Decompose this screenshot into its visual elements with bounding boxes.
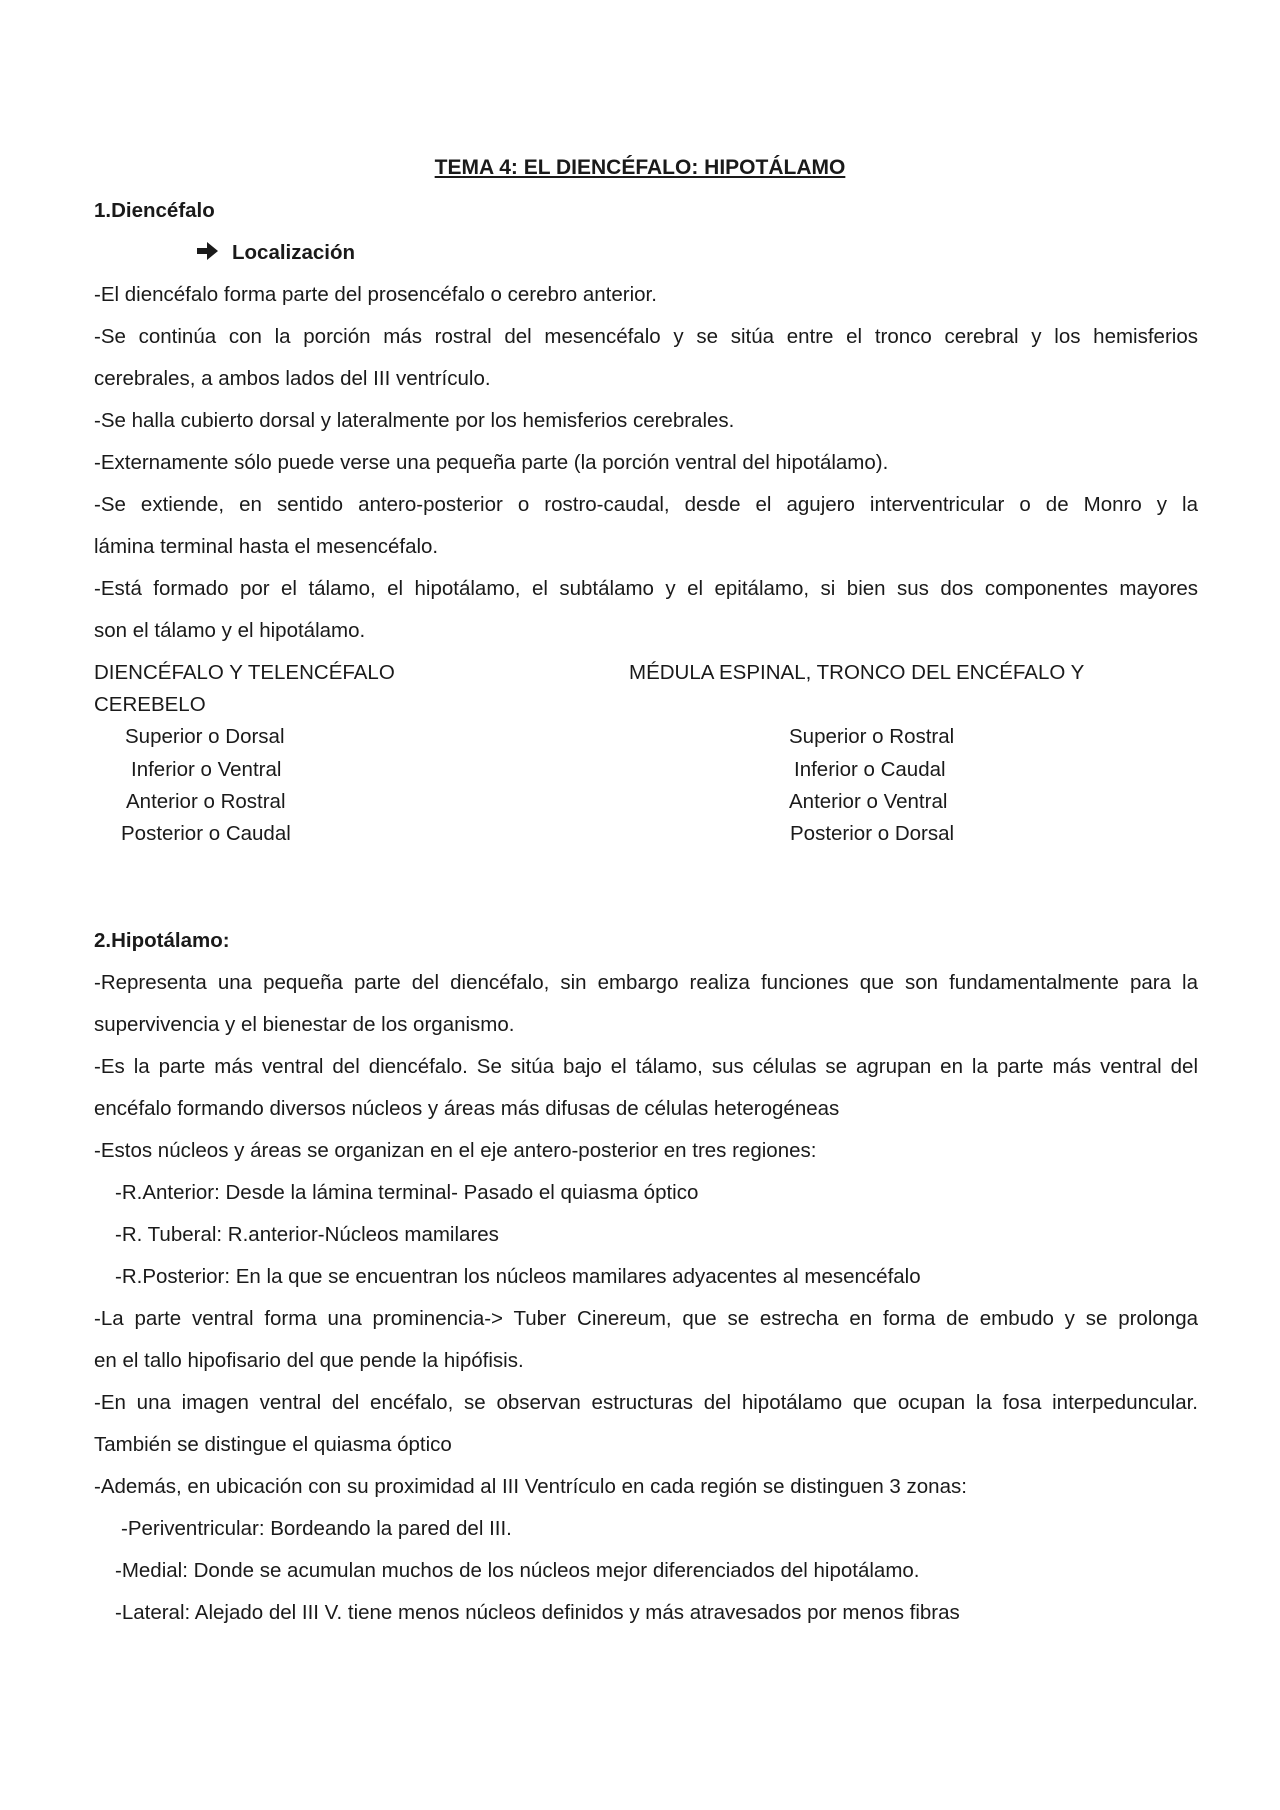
localizacion-heading: Localización: [232, 241, 356, 264]
paragraph-line: en el tallo hipofisario del que pende la hipófisis.: [94, 1349, 524, 1372]
paragraph-line: -La parte ventral forma una prominencia-> Tuber Cinereum, que se estrecha en forma de embudo y se prolonga: [94, 1307, 1198, 1330]
table-left-header-continued: CEREBELO: [94, 693, 206, 716]
paragraph-line: -Se halla cubierto dorsal y lateralmente por los hemisferios cerebrales.: [94, 409, 735, 432]
table-right-cell: Anterior o Ventral: [789, 790, 948, 813]
table-left-cell: Anterior o Rostral: [126, 790, 286, 813]
paragraph-line: son el tálamo y el hipotálamo.: [94, 619, 366, 642]
paragraph-line: -Está formado por el tálamo, el hipotálamo, el subtálamo y el epitálamo, si bien sus dos componentes mayores: [94, 577, 1198, 600]
arrow-right-icon: [195, 240, 219, 262]
zone-item: -Periventricular: Bordeando la pared del III.: [121, 1517, 512, 1540]
table-left-cell: Posterior o Caudal: [121, 822, 291, 845]
paragraph-line: cerebrales, a ambos lados del III ventrículo.: [94, 367, 491, 390]
paragraph-line: lámina terminal hasta el mesencéfalo.: [94, 535, 439, 558]
paragraph-line: -Se extiende, en sentido antero-posterior o rostro-caudal, desde el agujero interventricular o de Monro y la: [94, 493, 1198, 516]
table-left-header: DIENCÉFALO Y TELENCÉFALO: [94, 661, 395, 684]
table-right-cell: Superior o Rostral: [789, 725, 955, 748]
paragraph-line: -Además, en ubicación con su proximidad al III Ventrículo en cada región se distinguen 3 zonas:: [94, 1475, 967, 1498]
zone-item: -Lateral: Alejado del III V. tiene menos núcleos definidos y más atravesados por menos fibras: [115, 1601, 960, 1624]
paragraph-line: También se distingue el quiasma óptico: [94, 1433, 452, 1456]
paragraph-line: -El diencéfalo forma parte del prosencéfalo o cerebro anterior.: [94, 283, 657, 306]
paragraph-line: -Representa una pequeña parte del diencéfalo, sin embargo realiza funciones que son fundamentalmente para la: [94, 971, 1198, 994]
document-title: TEMA 4: EL DIENCÉFALO: HIPOTÁLAMO: [434, 156, 846, 179]
paragraph-line: -En una imagen ventral del encéfalo, se observan estructuras del hipotálamo que ocupan la fosa interpeduncular.: [94, 1391, 1198, 1414]
paragraph-line: -Externamente sólo puede verse una pequeña parte (la porción ventral del hipotálamo).: [94, 451, 889, 474]
paragraph-line: supervivencia y el bienestar de los organismo.: [94, 1013, 515, 1036]
zone-item: -Medial: Donde se acumulan muchos de los núcleos mejor diferenciados del hipotálamo.: [115, 1559, 920, 1582]
table-right-header: MÉDULA ESPINAL, TRONCO DEL ENCÉFALO Y: [629, 661, 1085, 684]
region-item: -R.Anterior: Desde la lámina terminal- Pasado el quiasma óptico: [115, 1181, 699, 1204]
table-left-cell: Superior o Dorsal: [125, 725, 285, 748]
region-item: -R.Posterior: En la que se encuentran los núcleos mamilares adyacentes al mesencéfalo: [115, 1265, 921, 1288]
paragraph-line: -Se continúa con la porción más rostral del mesencéfalo y se sitúa entre el tronco cerebral y los hemisferios: [94, 325, 1198, 348]
table-left-cell: Inferior o Ventral: [131, 758, 282, 781]
paragraph-line: encéfalo formando diversos núcleos y áreas más difusas de células heterogéneas: [94, 1097, 840, 1120]
section-1-heading: 1.Diencéfalo: [94, 199, 215, 222]
table-right-cell: Posterior o Dorsal: [790, 822, 955, 845]
table-right-cell: Inferior o Caudal: [794, 758, 946, 781]
paragraph-line: -Estos núcleos y áreas se organizan en el eje antero-posterior en tres regiones:: [94, 1139, 817, 1162]
region-item: -R. Tuberal: R.anterior-Núcleos mamilares: [115, 1223, 499, 1246]
section-2-heading: 2.Hipotálamo:: [94, 929, 230, 952]
paragraph-line: -Es la parte más ventral del diencéfalo. Se sitúa bajo el tálamo, sus células se agrupan en la parte más ventral del: [94, 1055, 1198, 1078]
